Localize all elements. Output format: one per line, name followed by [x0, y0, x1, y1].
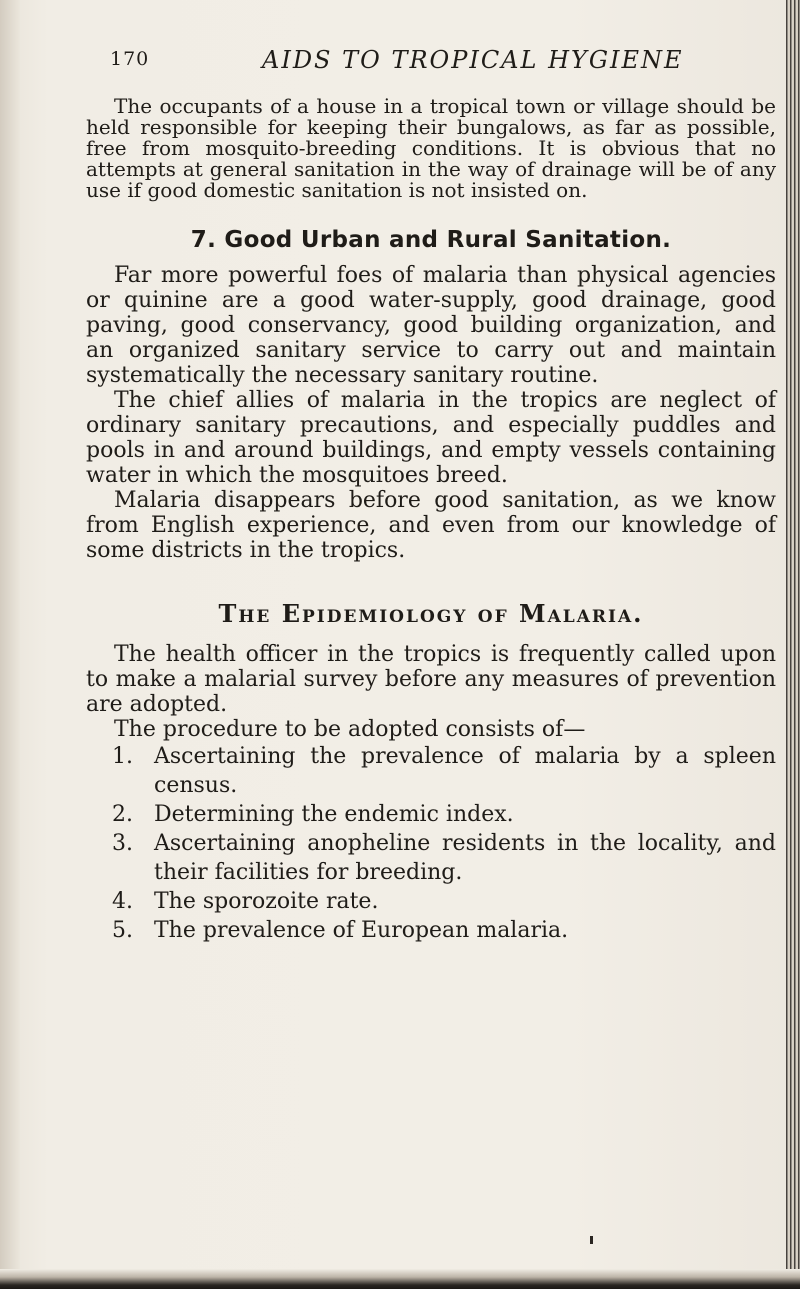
paragraph-epidemiology-1: The health officer in the tropics is frequently called upon to make a malarial survey before any measures of prevention are adopted. — [86, 642, 776, 717]
list-item-number: 3. — [112, 831, 133, 856]
running-head — [110, 40, 750, 90]
paragraph-sanitation-1: Far more powerful foes of malaria than physical agencies or quinine are a good water-supply, good drainage, good paving, good conservancy, good building organization, and an organized sanitary service to carry out and maintain systematically the necessary sanitary routine. — [86, 263, 776, 388]
page-edge-bottom — [0, 1269, 800, 1289]
page-body — [86, 96, 776, 945]
list-item-text: The sporozoite rate. — [154, 889, 379, 914]
intro-paragraph: The occupants of a house in a tropical town or village should be held responsible for keeping their bungalows, as far as possible, free from mosquito-breeding conditions. It is obvious that no attempts at general sanitation in the way of drainage will be of any use if good domestic sanitation is not insisted on. — [86, 94, 776, 202]
page-gutter-shadow — [0, 0, 20, 1289]
paragraph-sanitation-2: The chief allies of malaria in the tropics are neglect of ordinary sanitary precautions, and especially puddles and pools in and around buildings, and empty vessels containing water in which the mosquitoes breed. — [86, 388, 776, 488]
paragraph-epidemiology-2: The procedure to be adopted consists of— — [114, 717, 586, 742]
list-item — [86, 916, 776, 945]
list-item — [86, 829, 776, 887]
list-item-text: Ascertaining the prevalence of malaria by a spleen census. — [154, 744, 776, 798]
list-item-number: 2. — [112, 802, 133, 827]
list-item — [86, 742, 776, 800]
ink-mark — [590, 1236, 593, 1244]
list-item-text: The prevalence of European malaria. — [154, 918, 569, 943]
list-item-number: 5. — [112, 918, 133, 943]
list-item-number: 4. — [112, 889, 133, 914]
page-edge-right — [786, 0, 800, 1289]
section-heading-sanitation: 7. Good Urban and Rural Sanitation. — [190, 227, 672, 253]
section-heading-epidemiology: The Epidemiology of Malaria. — [218, 599, 644, 628]
page-number: 170 — [110, 48, 150, 70]
list-item — [86, 887, 776, 916]
list-item — [86, 800, 776, 829]
running-title: AIDS TO TROPICAL HYGIENE — [262, 46, 684, 74]
list-item-text: Ascertaining anopheline residents in the locality, and their facilities for breeding. — [154, 831, 776, 885]
list-item-number: 1. — [112, 744, 133, 769]
list-item-text: Determining the endemic index. — [154, 802, 514, 827]
procedure-list — [86, 742, 776, 945]
paragraph-sanitation-3: Malaria disappears before good sanitation, as we know from English experience, and even from our knowledge of some districts in the tropics. — [86, 488, 776, 563]
